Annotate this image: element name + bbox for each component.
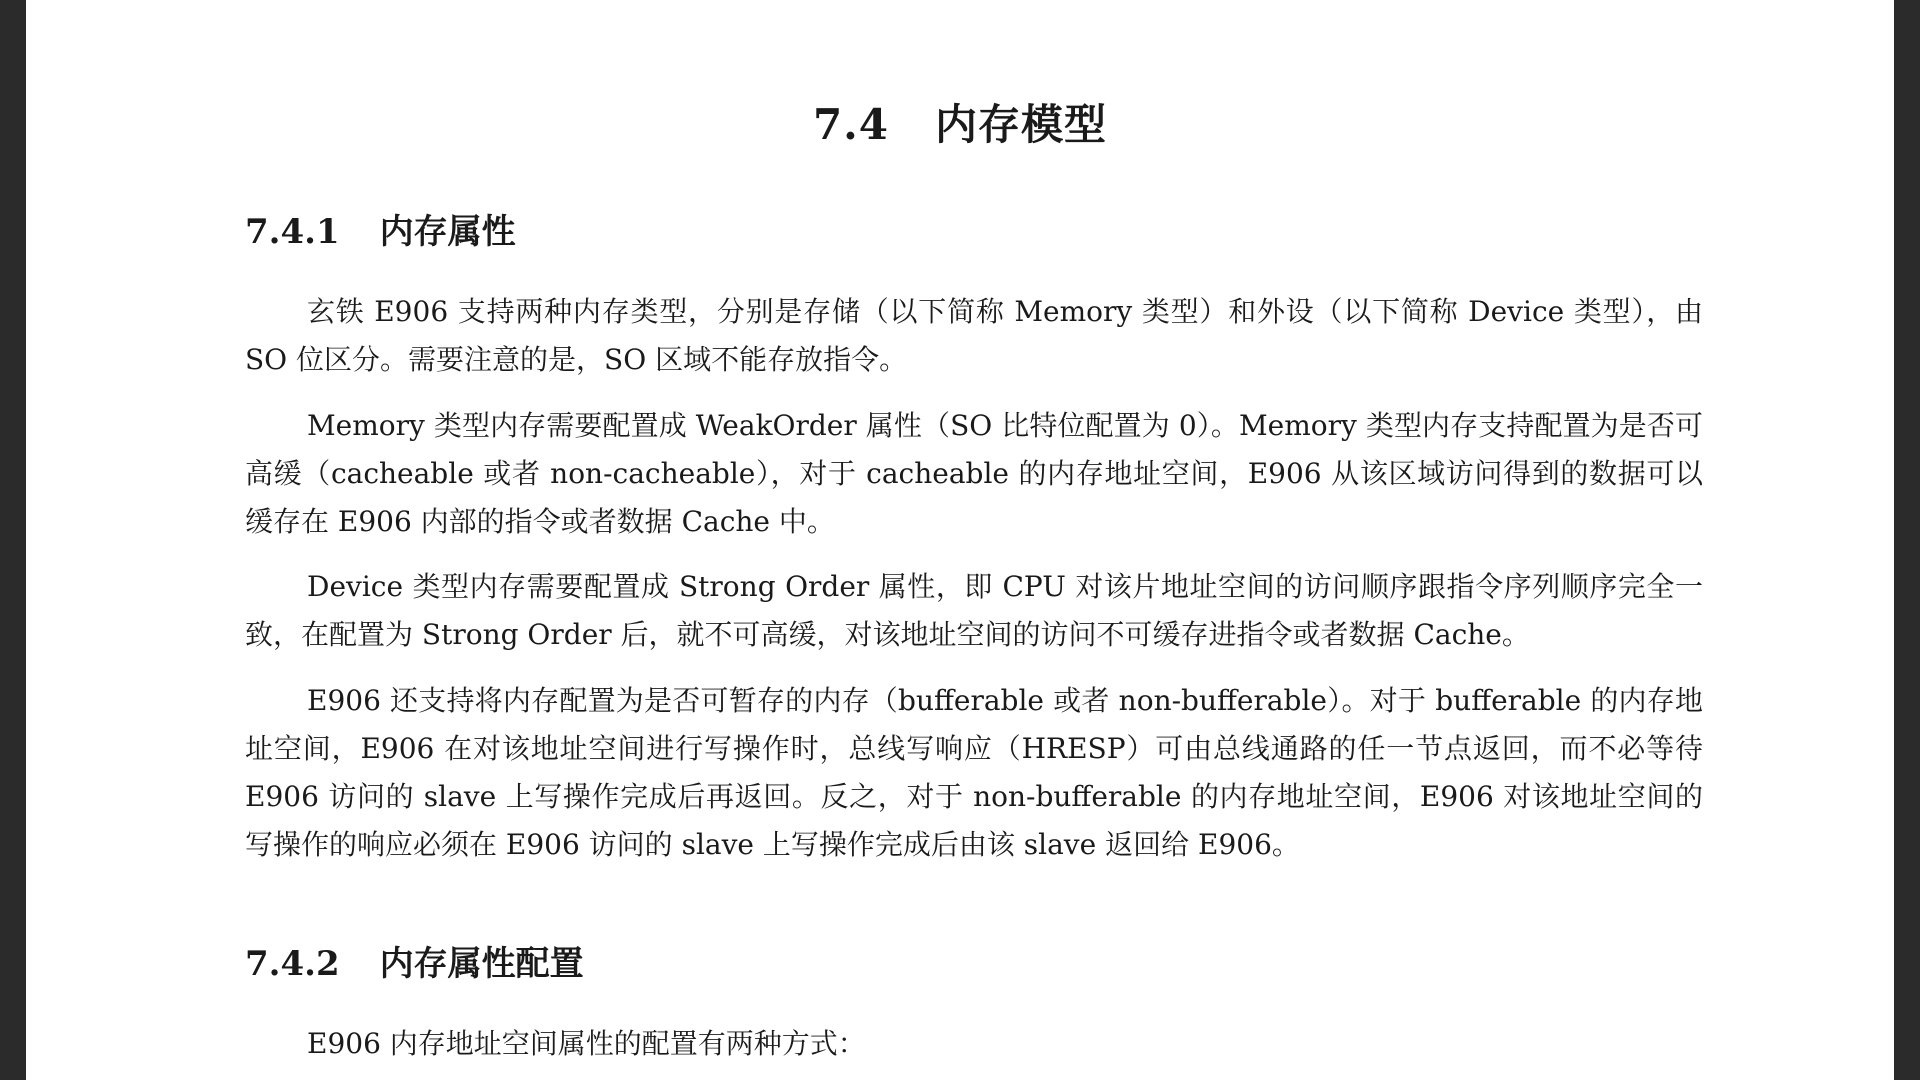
subsection-number: 7.4.1 (245, 212, 340, 252)
paragraph-config-intro: E906 内存地址空间属性的配置有两种方式： (307, 1027, 866, 1060)
paragraph-strong-order: Device 类型内存需要配置成 Strong Order 属性，即 CPU 对该片地址空间的访问顺序跟指令序列顺序完全一致，在配置为 Strong Order 后，就不可高缓，对该地址空间的访问不可缓存进指令或者数据 Cache。 (245, 570, 1703, 651)
section-title (26, 92, 1894, 152)
section-number: 7.4 (812, 100, 890, 149)
subsection-number: 7.4.2 (245, 944, 340, 984)
paragraph-bufferable: E906 还支持将内存配置为是否可暂存的内存（bufferable 或者 non-bufferable）。对于 bufferable 的内存地址空间，E906 在对该地址空间进行写操作时，总线写响应（HRESP）可由总线通路的任一节点返回，而不必等待 E906 访问的 slave 上写操作完成后再返回。反之，对于 non-bufferable 的内存地址空间，E906 对该地址空间的写操作的响应必须在 E906 访问的 slave 上写操作完成后由该 slave 返回给 E906。 (245, 684, 1703, 861)
paragraph-memory-types: 玄铁 E906 支持两种内存类型，分别是存储（以下简称 Memory 类型）和外设（以下简称 Device 类型），由 SO 位区分。需要注意的是，SO 区域不能存放指令。 (245, 295, 1703, 376)
document-page (26, 0, 1894, 1080)
paragraph-weakorder: Memory 类型内存需要配置成 WeakOrder 属性（SO 比特位配置为 0）。Memory 类型内存支持配置为是否可高缓（cacheable 或者 non-cacheable），对于 cacheable 的内存地址空间，E906 从该区域访问得到的数据可以缓存在 E906 内部的指令或者数据 Cache 中。 (245, 409, 1703, 538)
subsection-title-memory-attributes (245, 204, 516, 253)
subsection-title-text: 内存属性 (379, 212, 516, 252)
section-title-text: 内存模型 (935, 100, 1108, 149)
subsection-title-text: 内存属性配置 (379, 944, 584, 984)
subsection-title-memory-attribute-config (245, 936, 584, 985)
